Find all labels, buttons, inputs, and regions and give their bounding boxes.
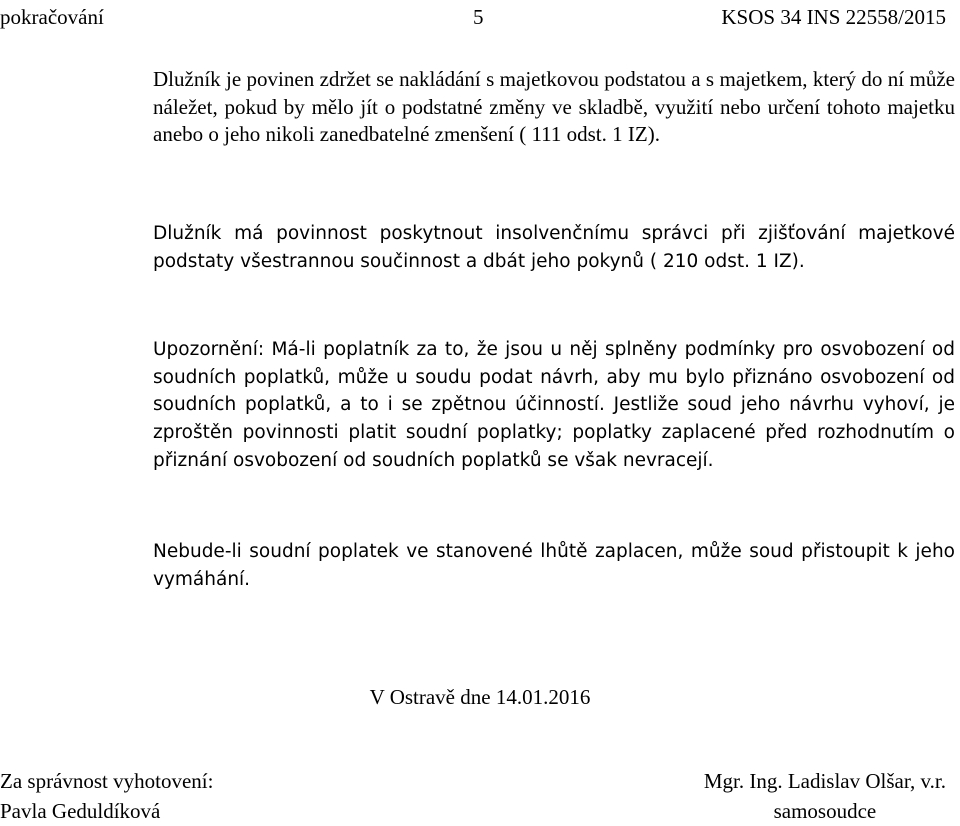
paragraph-cooperation-duty: Dlužník má povinnost poskytnout insolvenčnímu správci při zjišťování majetkové podstaty všestrannou součinnost a dbát jeho pokynů ( 210 odst. 1 IZ). <box>153 223 955 272</box>
judge-signature-block <box>704 766 946 826</box>
date-line: V Ostravě dne 14.01.2016 <box>369 685 591 709</box>
continuation-label: pokračování <box>0 5 104 29</box>
paragraph-asset-restriction: Dlužník je povinen zdržet se nakládání s majetkovou podstatou a s majetkem, který do ní může náležet, pokud by mělo jít o podstatné změny ve skladbě, využití nebo určení tohoto majetku anebo o jeho nikoli zanedbatelné zmenšení ( 111 odst. 1 IZ). <box>153 67 955 146</box>
page-header <box>0 2 960 32</box>
page-number: 5 <box>473 5 484 29</box>
certifier-name: Pavla Geduldíková <box>0 799 161 823</box>
paragraph-fee-exemption-notice: Upozornění: Má-li poplatník za to, že jsou u něj splněny podmínky pro osvobození od soudních poplatků, může u soudu podat návrh, aby mu bylo přiznáno osvobození od soudních poplatků, a to i se zpětnou účinností. Jestliže soud jeho návrhu vyhoví, je zproštěn povinnosti platit soudní poplatky; poplatky zaplacené před rozhodnutím o přiznání osvobození od soudních poplatků se však nevracejí. <box>153 339 955 471</box>
case-number: KSOS 34 INS 22558/2015 <box>721 5 946 29</box>
paragraph-fee-enforcement: Nebude-li soudní poplatek ve stanovené lhůtě zaplacen, může soud přistoupit k jeho vymáhání. <box>153 541 955 590</box>
certification-block <box>0 766 213 826</box>
judge-title: samosoudce <box>773 799 877 823</box>
certification-label: Za správnost vyhotovení: <box>0 769 214 793</box>
judge-name: Mgr. Ing. Ladislav Olšar, v.r. <box>703 769 946 793</box>
